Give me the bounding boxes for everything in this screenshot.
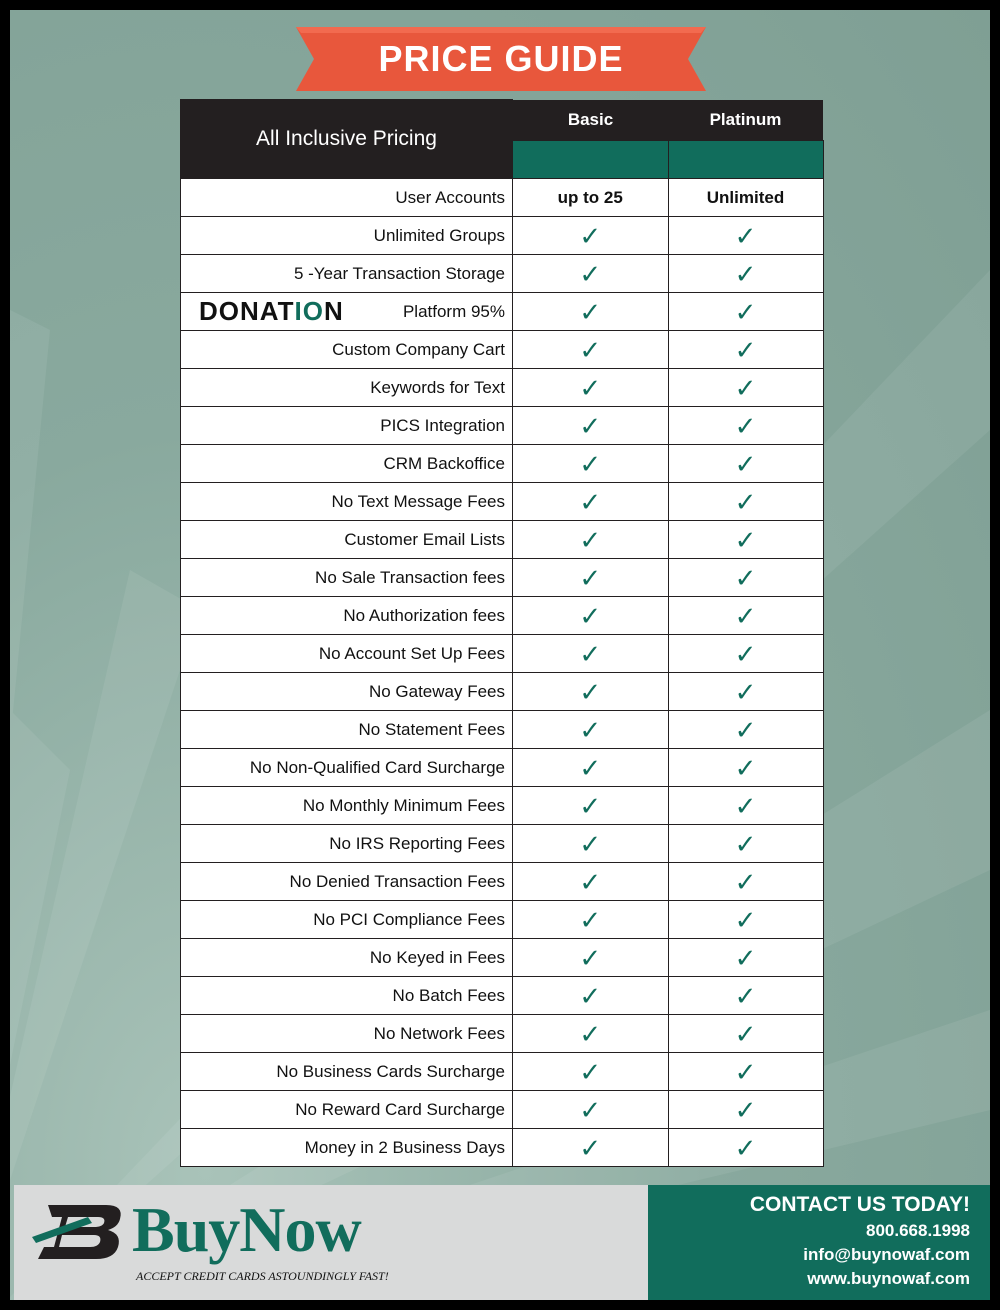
table-row [181, 673, 824, 711]
platinum-check-icon: ✓ [668, 711, 823, 749]
feature-cell: No Denied Transaction Fees [181, 863, 513, 901]
basic-check-icon: ✓ [513, 901, 669, 939]
platinum-value: Unlimited [668, 179, 823, 217]
basic-check-icon: ✓ [513, 787, 669, 825]
pricing-table [180, 99, 824, 1167]
table-row [181, 559, 824, 597]
platinum-check-icon: ✓ [668, 217, 823, 255]
plan-bar-basic [513, 140, 669, 178]
feature-cell: Keywords for Text [181, 369, 513, 407]
feature-cell: No Text Message Fees [181, 483, 513, 521]
platinum-check-icon: ✓ [668, 787, 823, 825]
feature-cell: No Reward Card Surcharge [181, 1091, 513, 1129]
table-row [181, 255, 824, 293]
basic-check-icon: ✓ [513, 445, 669, 483]
contact-website[interactable]: www.buynowaf.com [807, 1269, 970, 1288]
contact-phone[interactable]: 800.668.1998 [866, 1221, 970, 1240]
platinum-check-icon: ✓ [668, 445, 823, 483]
brand-name: BuyNow [132, 1194, 361, 1265]
platinum-check-icon: ✓ [668, 939, 823, 977]
table-row [181, 179, 824, 217]
platinum-check-icon: ✓ [668, 369, 823, 407]
platinum-check-icon: ✓ [668, 863, 823, 901]
platinum-check-icon: ✓ [668, 483, 823, 521]
table-row [181, 749, 824, 787]
feature-cell: No Gateway Fees [181, 673, 513, 711]
basic-check-icon: ✓ [513, 673, 669, 711]
table-row [181, 217, 824, 255]
feature-cell: No Network Fees [181, 1015, 513, 1053]
table-row [181, 445, 824, 483]
brand-tagline: ACCEPT CREDIT CARDS ASTOUNDINGLY FAST! [136, 1269, 389, 1283]
basic-check-icon: ✓ [513, 1091, 669, 1129]
platinum-check-icon: ✓ [668, 1129, 823, 1167]
table-row [181, 293, 824, 331]
table-row [181, 521, 824, 559]
platinum-check-icon: ✓ [668, 635, 823, 673]
basic-check-icon: ✓ [513, 825, 669, 863]
table-row [181, 1129, 824, 1167]
feature-cell: No Business Cards Surcharge [181, 1053, 513, 1091]
table-row [181, 825, 824, 863]
basic-check-icon: ✓ [513, 407, 669, 445]
basic-check-icon: ✓ [513, 863, 669, 901]
contact-title: CONTACT US TODAY! [749, 1193, 970, 1216]
feature-cell: No Authorization fees [181, 597, 513, 635]
feature-cell: User Accounts [181, 179, 513, 217]
brand-footer [14, 1185, 648, 1300]
platinum-check-icon: ✓ [668, 901, 823, 939]
feature-cell: Customer Email Lists [181, 521, 513, 559]
basic-check-icon: ✓ [513, 559, 669, 597]
platinum-check-icon: ✓ [668, 1053, 823, 1091]
feature-cell: No PCI Compliance Fees [181, 901, 513, 939]
contact-email[interactable]: info@buynowaf.com [803, 1245, 970, 1264]
basic-value: up to 25 [513, 179, 669, 217]
basic-check-icon: ✓ [513, 331, 669, 369]
contact-panel [648, 1185, 990, 1300]
feature-cell: No Batch Fees [181, 977, 513, 1015]
plan-header-basic: Basic [513, 100, 669, 141]
feature-cell: No Sale Transaction fees [181, 559, 513, 597]
feature-cell: Unlimited Groups [181, 217, 513, 255]
platinum-check-icon: ✓ [668, 521, 823, 559]
table-row [181, 1091, 824, 1129]
price-guide-banner [296, 27, 706, 91]
table-row [181, 939, 824, 977]
feature-cell: No Non-Qualified Card Surcharge [181, 749, 513, 787]
basic-check-icon: ✓ [513, 293, 669, 331]
basic-check-icon: ✓ [513, 635, 669, 673]
basic-check-icon: ✓ [513, 711, 669, 749]
platinum-check-icon: ✓ [668, 293, 823, 331]
platinum-check-icon: ✓ [668, 255, 823, 293]
feature-cell: No IRS Reporting Fees [181, 825, 513, 863]
feature-cell: PICS Integration [181, 407, 513, 445]
platinum-check-icon: ✓ [668, 331, 823, 369]
table-row [181, 711, 824, 749]
basic-check-icon: ✓ [513, 1129, 669, 1167]
table-row [181, 597, 824, 635]
table-row [181, 1053, 824, 1091]
table-header-row [181, 100, 824, 141]
basic-check-icon: ✓ [513, 217, 669, 255]
feature-cell: 5 -Year Transaction Storage [181, 255, 513, 293]
table-header-title: All Inclusive Pricing [181, 100, 513, 179]
table-row [181, 483, 824, 521]
basic-check-icon: ✓ [513, 597, 669, 635]
basic-check-icon: ✓ [513, 1015, 669, 1053]
platinum-check-icon: ✓ [668, 673, 823, 711]
table-row [181, 901, 824, 939]
feature-cell: Custom Company Cart [181, 331, 513, 369]
table-row [181, 863, 824, 901]
platinum-check-icon: ✓ [668, 597, 823, 635]
feature-cell [181, 293, 513, 331]
feature-cell: No Account Set Up Fees [181, 635, 513, 673]
basic-check-icon: ✓ [513, 483, 669, 521]
plan-bar-platinum [668, 140, 823, 178]
platinum-check-icon: ✓ [668, 977, 823, 1015]
platinum-check-icon: ✓ [668, 559, 823, 597]
table-row [181, 407, 824, 445]
basic-check-icon: ✓ [513, 1053, 669, 1091]
plan-header-platinum: Platinum [668, 100, 823, 141]
feature-cell: No Keyed in Fees [181, 939, 513, 977]
platinum-check-icon: ✓ [668, 825, 823, 863]
platinum-check-icon: ✓ [668, 1015, 823, 1053]
feature-label: Platform 95% [402, 301, 505, 321]
buynow-logo-icon [28, 1197, 128, 1267]
table-row [181, 1015, 824, 1053]
basic-check-icon: ✓ [513, 369, 669, 407]
feature-cell: No Statement Fees [181, 711, 513, 749]
platinum-check-icon: ✓ [668, 749, 823, 787]
table-row [181, 369, 824, 407]
table-row [181, 977, 824, 1015]
feature-cell: CRM Backoffice [181, 445, 513, 483]
basic-check-icon: ✓ [513, 977, 669, 1015]
table-row [181, 787, 824, 825]
platinum-check-icon: ✓ [668, 1091, 823, 1129]
feature-cell: No Monthly Minimum Fees [181, 787, 513, 825]
page-title: PRICE GUIDE [378, 38, 624, 79]
table-row [181, 331, 824, 369]
basic-check-icon: ✓ [513, 521, 669, 559]
feature-cell: Money in 2 Business Days [181, 1129, 513, 1167]
table-row [181, 635, 824, 673]
platinum-check-icon: ✓ [668, 407, 823, 445]
basic-check-icon: ✓ [513, 749, 669, 787]
basic-check-icon: ✓ [513, 255, 669, 293]
basic-check-icon: ✓ [513, 939, 669, 977]
price-guide-page [10, 10, 990, 1300]
donation-logo: DONAT IO N [199, 296, 344, 326]
